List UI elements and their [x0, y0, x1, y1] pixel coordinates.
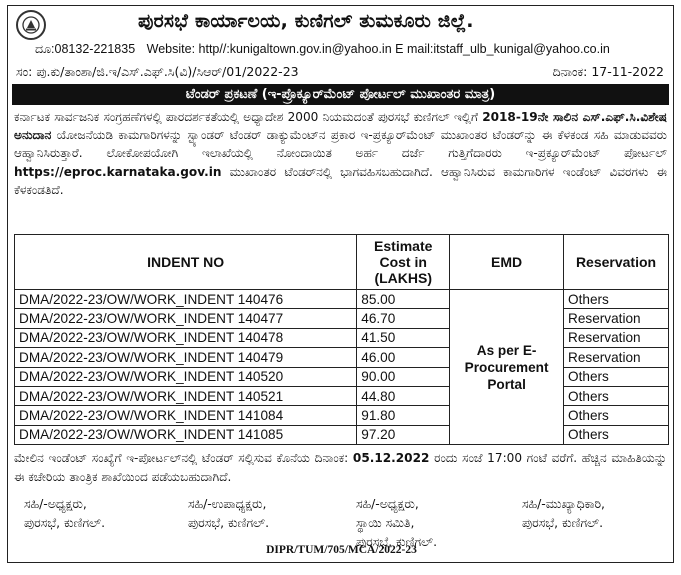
estimate-header-line: Cost in — [379, 254, 427, 270]
intro-text-2: ಯೋಜನೆಯಡಿ ಕಾಮಗಾರಿಗಳನ್ನು ಸ್ಟ್ಯಾಂಡರ್ ಟೆಂಡರ್ ಡಾಕ್ಯುಮೆಂಟ್‌ನ ಪ್ರಕಾರ ಇ-ಪ್ರಕ್ಯೂರ್‌ಮೆಂಟ್ ಮುಖಾಂತರ ಟೆಂಡರ್‌ನ್ನು ಈ ಕೆಳಕಂಡ ಸಹಿ ಮಾಡುವವರು ಆಹ್ವಾನಿಸಿರುತ್ತಾರೆ. ಲೋಕೋಪಯೋಗಿ ಇಲಾಖೆಯಲ್ಲಿ ನೋಂದಾಯಿತ ಅರ್ಹ ದರ್ಜೆ ಗುತ್ತಿಗೆದಾರರು ಇ-ಪ್ರಕ್ಯೂರ್‌ಮೆಂಟ್ ಪೋರ್ಟಲ್ — [14, 128, 667, 161]
contact-line — [35, 42, 665, 57]
signature-line: ಪುರಸಭೆ, ಕುಣಿಗಲ್. — [24, 515, 106, 530]
col-header-emd: EMD — [450, 235, 564, 290]
reference-number: ಸಂ: ಪು.ಕು/ತಾಂಶಾ/ಜಿ.ಇ/ಎಸ್.ಎಫ್.ಸಿ(ವಿ)/ಸಿಆರ್/01/2022-23 — [16, 64, 299, 79]
submission-deadline: 05.12.2022 — [352, 451, 430, 465]
signature-line: ಪುರಸಭೆ, ಕುಣಿಗಲ್. — [522, 515, 604, 530]
reservation-cell: Others — [564, 367, 669, 386]
col-header-estimate — [357, 235, 450, 290]
office-title: ಪುರಸಭೆ ಕಾರ್ಯಾಲಯ, ಕುಣಿಗಲ್ ತುಮಕೂರು ಜಿಲ್ಲೆ. — [138, 10, 474, 32]
indent-cell: DMA/2022-23/OW/WORK_INDENT 140478 — [15, 328, 357, 347]
table-row — [15, 425, 669, 444]
estimate-header-line: (LAKHS) — [374, 270, 432, 286]
cost-cell: 90.00 — [357, 367, 450, 386]
signature-line: ಪುರಸಭೆ, ಕುಣಿಗಲ್. — [356, 534, 438, 549]
reservation-cell: Others — [564, 386, 669, 405]
cost-cell: 46.00 — [357, 348, 450, 367]
emd-text-line: Portal — [487, 376, 526, 392]
state-emblem-icon — [16, 10, 46, 40]
signature-standing-committee — [356, 494, 437, 551]
cost-cell: 41.50 — [357, 328, 450, 347]
signature-line: ಪುರಸಭೆ, ಕುಣಿಗಲ್. — [188, 515, 270, 530]
dipr-reference: DIPR/TUM/705/MCA/2022-23 — [266, 544, 417, 556]
intro-scheme: 2018-19ನೇ ಸಾಲಿನ ಎಸ್.ಎಫ್.ಸಿ.ವಿಶೇಷ ಅನುದಾನ — [14, 110, 667, 143]
col-header-indent-no: INDENT NO — [15, 235, 357, 290]
reservation-cell: Others — [564, 406, 669, 425]
signature-president — [24, 494, 105, 532]
email-address[interactable]: E mail:itstaff_ulb_kunigal@yahoo.co.in — [395, 42, 610, 56]
indent-cell: DMA/2022-23/OW/WORK_INDENT 140479 — [15, 348, 357, 367]
signature-line: ಸಹಿ/-ಮುಖ್ಯಾಧಿಕಾರಿ, — [522, 496, 606, 511]
intro-paragraph — [14, 108, 667, 199]
tender-notice — [7, 5, 674, 563]
closing-text-2: ರಂದು ಸಂಜೆ 17:00 ಗಂಟೆ ವರೆಗೆ. ಹೆಚ್ಚಿನ ಮಾಹಿತಿಯನ್ನು ಈ ಕಚೇರಿಯ ತಾಂತ್ರಿಕ ಶಾಖೆಯಿಂದ ಪಡೆಯಬಹುದಾಗಿದೆ. — [14, 451, 667, 484]
reservation-cell: Others — [564, 425, 669, 444]
website-link[interactable]: Website: http//:kunigaltown.gov.in@yahoo.in — [146, 42, 392, 56]
signature-vice-president — [188, 494, 269, 532]
cost-cell: 46.70 — [357, 309, 450, 328]
indent-cell: DMA/2022-23/OW/WORK_INDENT 141085 — [15, 425, 357, 444]
signature-chief-officer — [522, 494, 605, 532]
indent-cell: DMA/2022-23/OW/WORK_INDENT 140476 — [15, 290, 357, 309]
signature-block — [20, 494, 668, 549]
intro-text-3: ಮುಖಾಂತರ ಟೆಂಡರ್‌ನಲ್ಲಿ ಭಾಗವಹಿಸಬಹುದಾಗಿದೆ. ಆಹ್ವಾನಿಸಿರುವ ಕಾಮಗಾರಿಗಳ ಇಂಡೆಂಟ್ ವಿವರಗಳು ಈ ಕೆಳಕಂಡತಿದೆ. — [14, 164, 667, 197]
table-row — [15, 406, 669, 425]
indent-table — [14, 234, 669, 445]
table-row — [15, 348, 669, 367]
reservation-cell: Reservation — [564, 328, 669, 347]
cost-cell: 91.80 — [357, 406, 450, 425]
reservation-cell: Reservation — [564, 309, 669, 328]
indent-cell: DMA/2022-23/OW/WORK_INDENT 140521 — [15, 386, 357, 405]
table-row — [15, 328, 669, 347]
eproc-url[interactable]: https://eproc.karnataka.gov.in — [14, 164, 222, 179]
reference-row — [16, 64, 664, 82]
estimate-header-line: Estimate — [374, 238, 433, 254]
table-row — [15, 367, 669, 386]
emd-text-line: As per E- — [476, 342, 537, 358]
table-header-row — [15, 235, 669, 290]
emd-cell — [450, 290, 564, 445]
table-row — [15, 290, 669, 309]
table-row — [15, 386, 669, 405]
cost-cell: 97.20 — [357, 425, 450, 444]
cost-cell: 85.00 — [357, 290, 450, 309]
indent-cell: DMA/2022-23/OW/WORK_INDENT 140520 — [15, 367, 357, 386]
notice-date: ದಿನಾಂಕ: 17-11-2022 — [552, 64, 664, 79]
indent-cell: DMA/2022-23/OW/WORK_INDENT 140477 — [15, 309, 357, 328]
indent-cell: DMA/2022-23/OW/WORK_INDENT 141084 — [15, 406, 357, 425]
intro-text-1: ಕರ್ನಾಟಕ ಸಾರ್ವಜನಿಕ ಸಂಗ್ರಹಣೆಗಳಲ್ಲಿ ಪಾರದರ್ಶಕತೆಯಲ್ಲಿ ಅಧ್ಯಾದೇಶ 2000 ನಿಯಮದಂತೆ ಪುರಸಭೆ ಕುಣಿಗಲ್ ಇಲ್ಲಿಗೆ — [14, 110, 483, 124]
cost-cell: 44.80 — [357, 386, 450, 405]
phone-number: ದೂ:08132-221835 — [35, 42, 136, 56]
reservation-cell: Reservation — [564, 348, 669, 367]
reservation-cell: Others — [564, 290, 669, 309]
emd-text-line: Procurement — [464, 359, 549, 375]
notice-banner: ಟೆಂಡರ್ ಪ್ರಕಟಣೆ (ಇ-ಪ್ರೊಕ್ಯೂರ್‌ಮೆಂಟ್ ಪೋರ್ಟಲ್ ಮುಖಾಂತರ ಮಾತ್ರ) — [12, 84, 669, 105]
signature-line: ಸ್ಥಾಯಿ ಸಮಿತಿ, — [356, 515, 415, 530]
signature-line: ಸಹಿ/-ಅಧ್ಯಕ್ಷರು, — [356, 496, 419, 511]
closing-paragraph — [14, 449, 667, 486]
notice-header — [8, 6, 673, 42]
signature-line: ಸಹಿ/-ಉಪಾಧ್ಯಕ್ಷರು, — [188, 496, 267, 511]
closing-text-1: ಮೇಲಿನ ಇಂಡೆಂಟ್ ಸಂಖ್ಯೆಗೆ ಇ-ಪೋರ್ಟಲ್‌ನಲ್ಲಿ ಟೆಂಡರ್ ಸಲ್ಲಿಸುವ ಕೊನೆಯ ದಿನಾಂಕ: — [14, 451, 353, 465]
table-row — [15, 309, 669, 328]
signature-line: ಸಹಿ/-ಅಧ್ಯಕ್ಷರು, — [24, 496, 87, 511]
col-header-reservation: Reservation — [564, 235, 669, 290]
